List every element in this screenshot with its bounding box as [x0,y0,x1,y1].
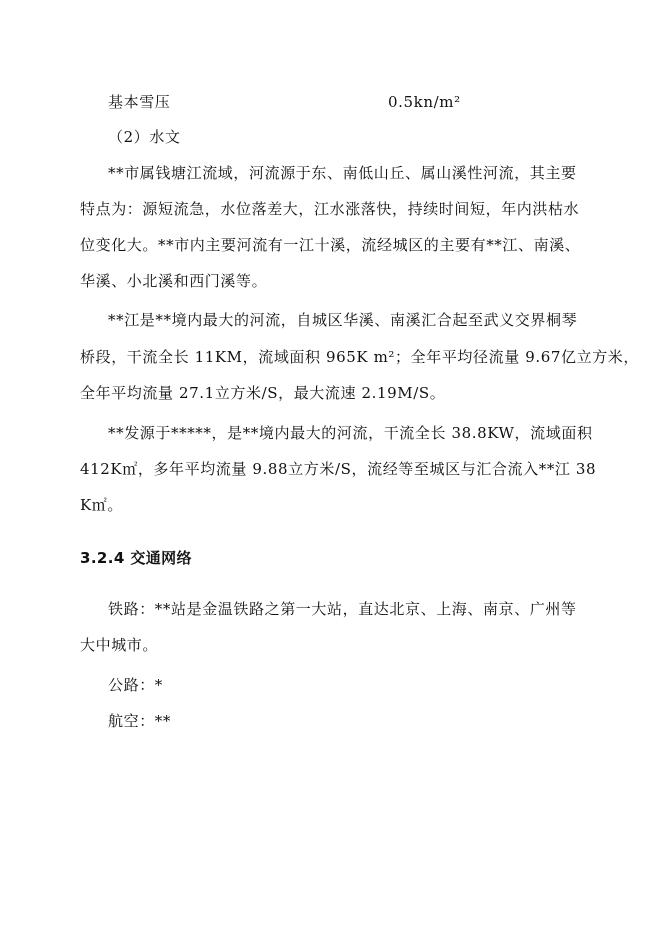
snow-load-label: 基本雪压 [108,93,171,111]
hydrology-para1-line: 位变化大。**市内主要河流有一江十溪，流经城区的主要有**江、南溪、 [80,236,581,254]
hydrology-para2-line: 桥段，干流全长 11KM，流域面积 965K m²；全年平均径流量 9.67亿立方米， [80,348,639,366]
railway-line: 大中城市。 [80,636,159,654]
aviation-line: 航空：** [108,712,172,730]
hydrology-para1-line: 特点为：源短流急，水位落差大，江水涨落快，持续时间短，年内洪枯水 [80,200,580,218]
hydrology-para3-line: **发源于*****，是**境内最大的河流，干流全长 38.8KW，流域面积 [108,424,593,442]
hydrology-para1-line: 华溪、小北溪和西门溪等。 [80,272,268,290]
section-heading-transport: 3.2.4 交通网络 [80,549,192,567]
snow-load-value: 0.5kn/m² [388,93,461,111]
hydrology-subheading: （2）水文 [108,128,181,146]
highway-line: 公路：* [108,676,163,694]
hydrology-para2-line: 全年平均流量 27.1立方米/S，最大流速 2.19M/S。 [80,384,446,402]
railway-line: 铁路：**站是金温铁路之第一大站，直达北京、上海、南京、广州等 [108,600,577,618]
hydrology-para2-line: **江是**境内最大的河流，自城区华溪、南溪汇合起至武义交界桐琴 [108,311,578,329]
hydrology-para1-line: **市属钱塘江流域，河流源于东、南低山丘、属山溪性河流，其主要 [108,164,577,182]
hydrology-para3-line: 412K㎡，多年平均流量 9.88立方米/S，流经等至城区与汇合流入**江 38 [80,460,597,478]
hydrology-para3-line: K㎡。 [80,496,124,514]
